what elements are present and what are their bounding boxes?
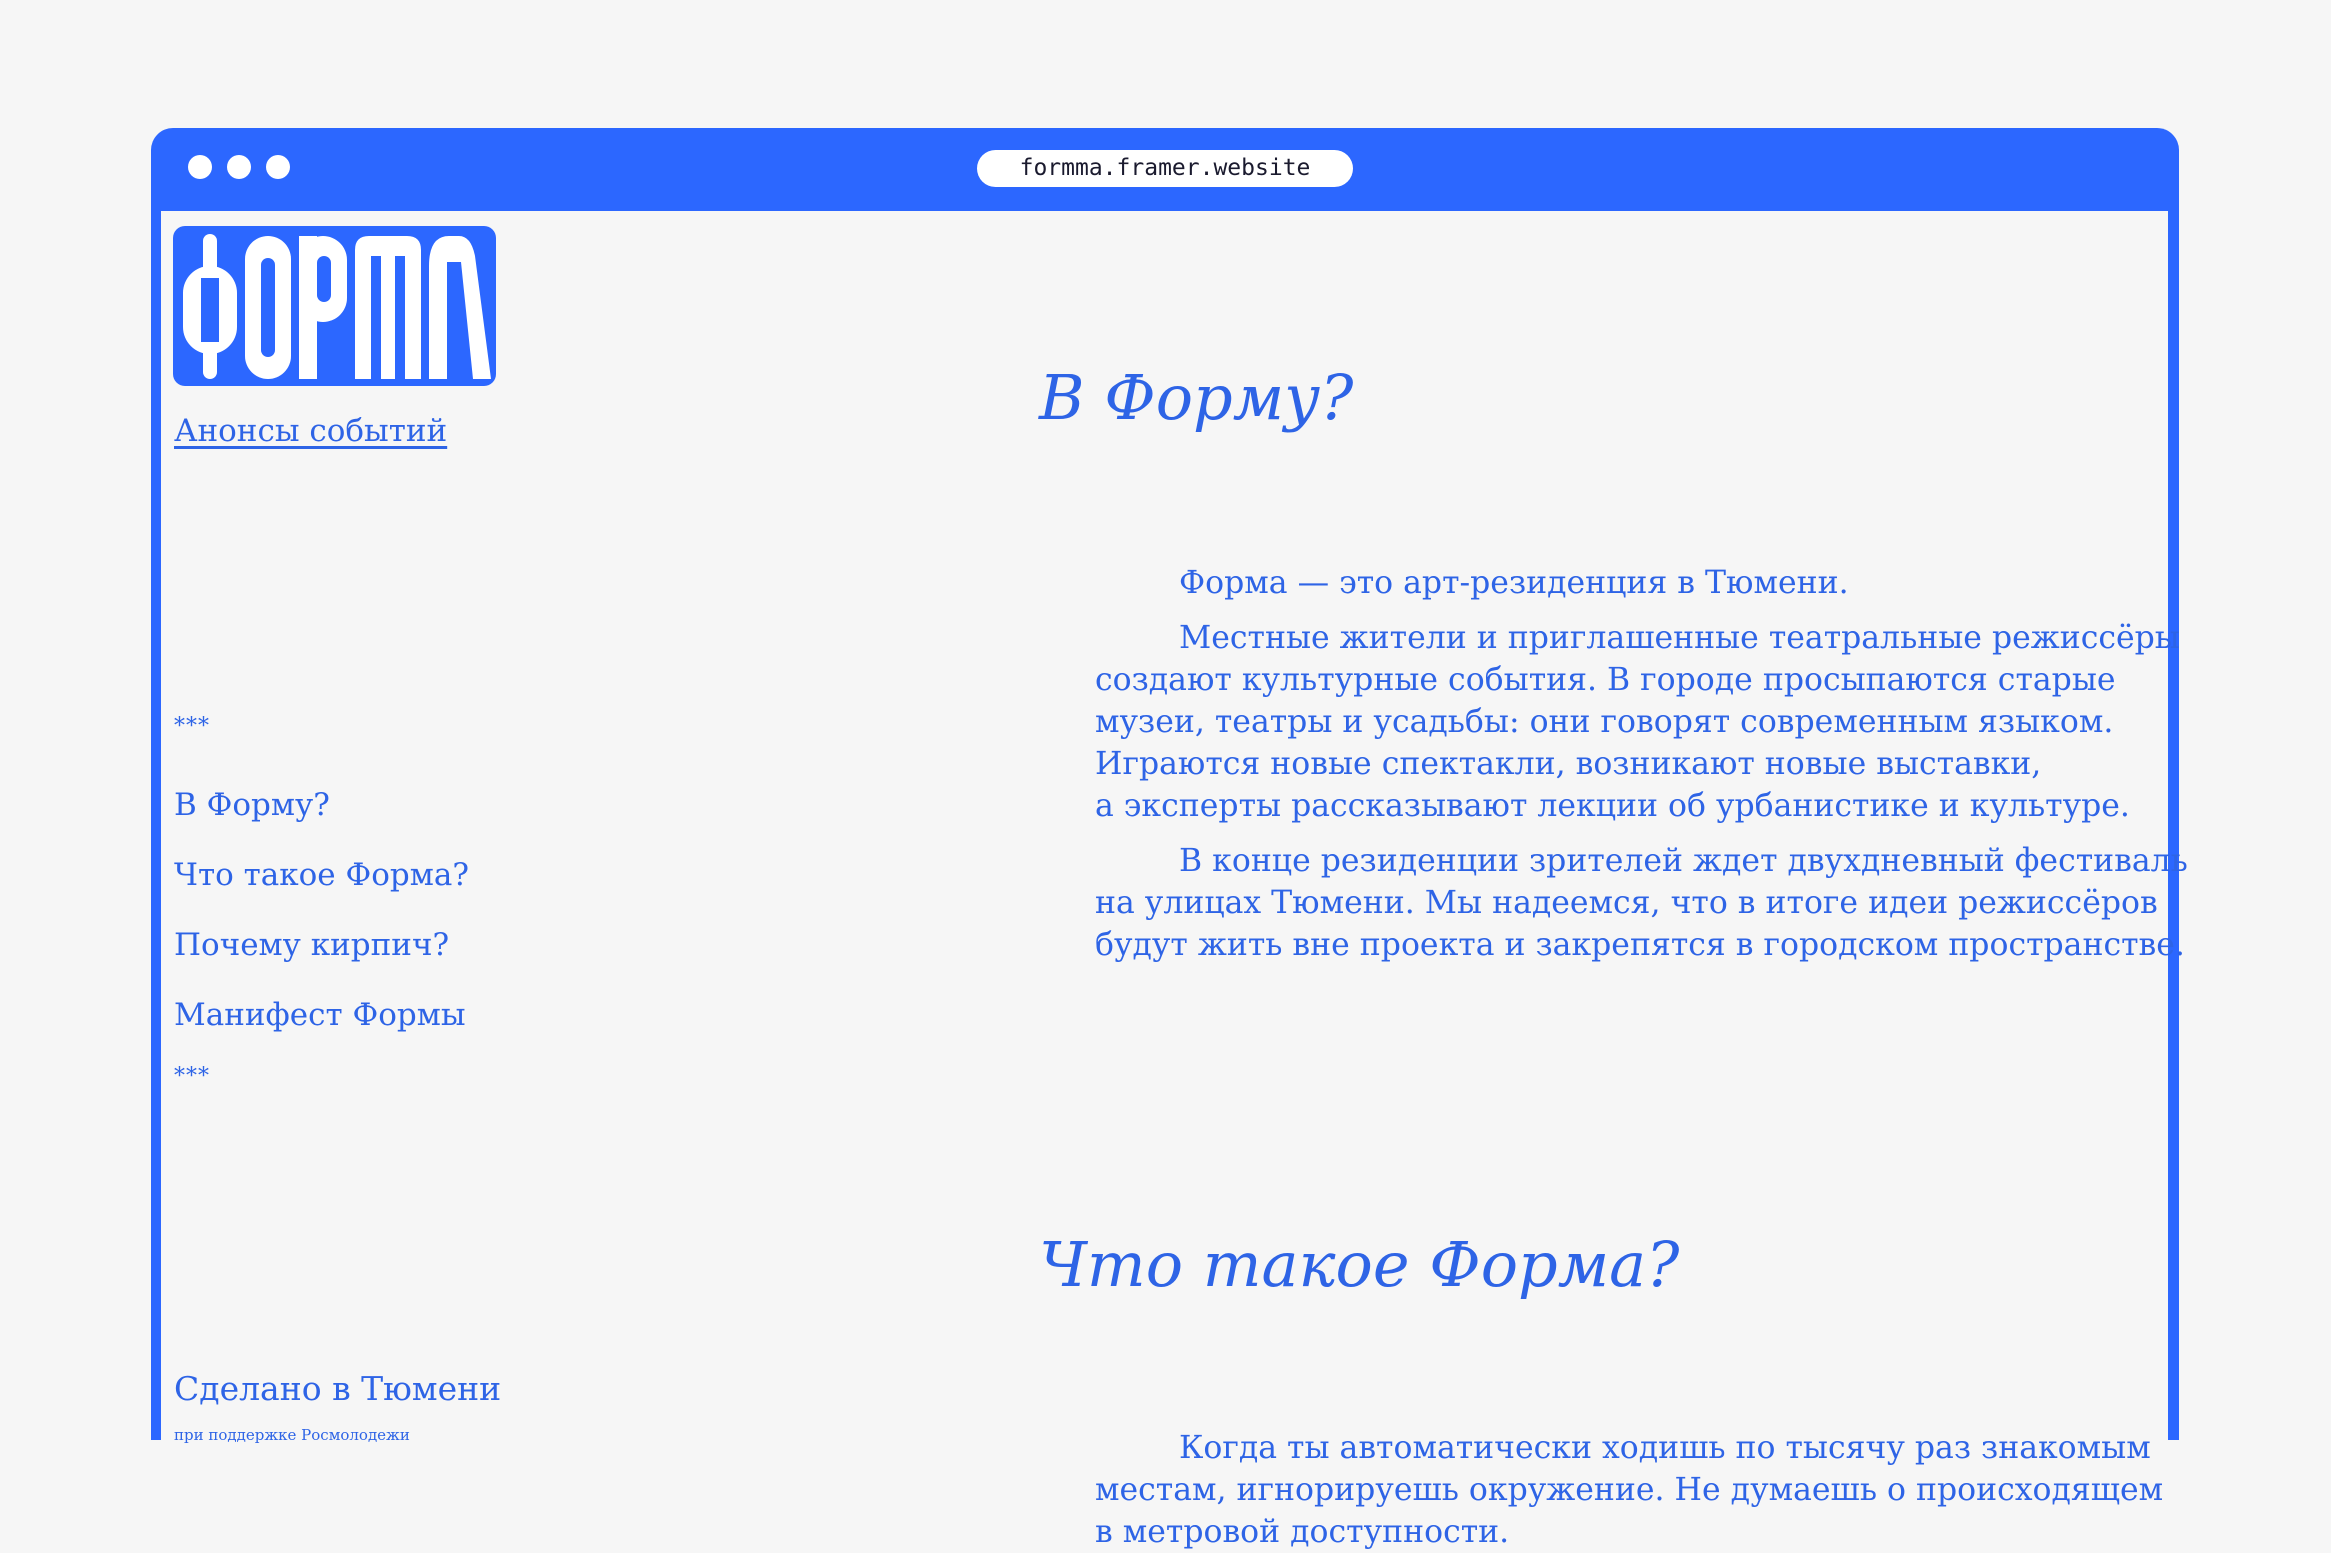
section-title-v-formu: В Форму? — [1039, 361, 1354, 434]
section-paragraph — [1095, 617, 2180, 827]
paragraph-line: Когда ты автоматически ходишь по тысячу раз знакомым — [1179, 1430, 2151, 1466]
made-in-tyumen: Сделано в Тюмени — [174, 1369, 502, 1408]
forma-logo-icon — [173, 226, 496, 386]
forma-logo[interactable] — [173, 226, 496, 386]
browser-titlebar — [151, 128, 2179, 211]
paragraph-line: а эксперты рассказывают лекции об урбанистике и культуре. — [1095, 788, 2130, 824]
browser-window — [151, 128, 2188, 1550]
paragraph-line: Играются новые спектакли, возникают новые выставки, — [1095, 746, 2042, 782]
paragraph-line: музеи, театры и усадьбы: они говорят современным языком. — [1095, 704, 2114, 740]
sidebar-divider-top: *** — [174, 714, 210, 739]
support-note: при поддержке Росмолодежи — [174, 1426, 410, 1444]
paragraph-line: будут жить вне проекта и закрепятся в городском пространстве. — [1095, 927, 2185, 963]
section-paragraph — [1095, 840, 2188, 966]
window-minimize-dot[interactable] — [227, 155, 251, 179]
page-viewport — [161, 211, 2188, 1550]
announcements-link[interactable]: Анонсы событий — [174, 413, 448, 449]
sidebar-divider-bottom: *** — [174, 1064, 210, 1089]
paragraph-line: в метровой доступности. — [1095, 1514, 1510, 1550]
paragraph-line: на улицах Тюмени. Мы надеемся, что в итоге идеи режиссёров — [1095, 885, 2158, 921]
nav-item-v-formu[interactable]: В Форму? — [174, 787, 330, 823]
section-title-chto-takoe-forma: Что такое Форма? — [1039, 1228, 1680, 1301]
paragraph-line: В конце резиденции зрителей ждет двухдневный фестиваль — [1179, 843, 2188, 879]
section-paragraph — [1095, 562, 2135, 604]
paragraph-line: Форма — это арт-резиденция в Тюмени. — [1179, 565, 1849, 601]
section-paragraph — [1095, 1427, 2164, 1553]
nav-item-manifest[interactable]: Манифест Формы — [174, 997, 466, 1033]
window-close-dot[interactable] — [188, 155, 212, 179]
nav-item-pochemu-kirpich[interactable]: Почему кирпич? — [174, 927, 450, 963]
paragraph-line: Местные жители и приглашенные театральные режиссёры — [1179, 620, 2180, 656]
address-bar[interactable]: formma.framer.website — [977, 150, 1353, 187]
window-maximize-dot[interactable] — [266, 155, 290, 179]
paragraph-line: местам, игнорируешь окружение. Не думаешь о происходящем — [1095, 1472, 2164, 1508]
nav-item-chto-takoe-forma[interactable]: Что такое Форма? — [174, 857, 469, 893]
paragraph-line: создают культурные события. В городе просыпаются старые — [1095, 662, 2116, 698]
